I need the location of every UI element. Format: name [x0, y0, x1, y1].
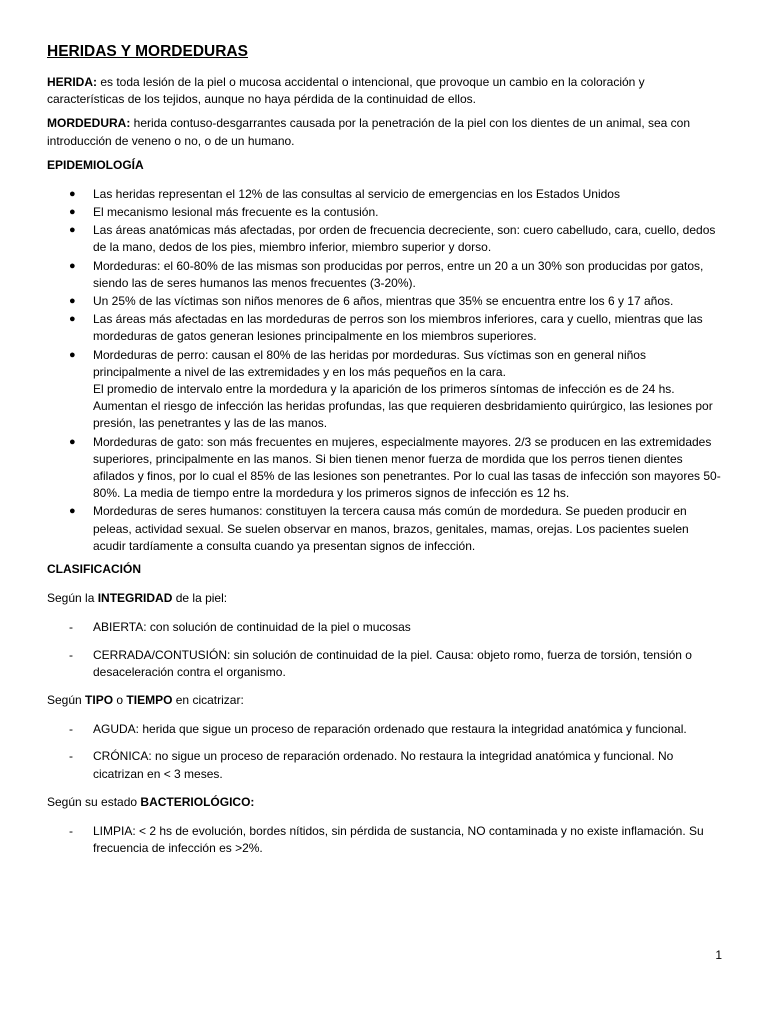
classification-subheading — [47, 692, 722, 709]
list-item-text: El mecanismo lesional más frecuente es la contusión. — [93, 205, 379, 220]
bullet-icon: ● — [69, 224, 76, 237]
page-number: 1 — [715, 948, 722, 962]
subheading-text: en cicatrizar: — [172, 692, 244, 707]
definition-mordedura — [47, 115, 722, 149]
list-item — [47, 434, 722, 503]
list-item-text: Mordeduras de perro: causan el 80% de las heridas por mordeduras. Sus víctimas son en general niños principalmente a nivel de las extremidades y en los más pequeños en la cara. El promedio de intervalo entre la mordedura y la aparición de los primeros síntomas de infección es de 24 hs. Aumentan el riesgo de infección las heridas profundas, las que requieren desbridamiento quirúrgico, las lesiones por presión, las penetrantes y las de las manos. — [93, 347, 713, 431]
list-item — [47, 258, 722, 292]
classification-subheading — [47, 590, 722, 607]
dash-icon: - — [69, 749, 73, 764]
list-item — [47, 311, 722, 345]
list-item-text: CERRADA/CONTUSIÓN: sin solución de continuidad de la piel. Causa: objeto romo, fuerza de torsión, tensión o desaceleración contra el organismo. — [93, 647, 692, 680]
subheading-keyword: TIPO — [85, 692, 114, 707]
bullet-icon: ● — [69, 435, 76, 448]
definition-text: herida contuso-desgarrantes causada por la penetración de la piel con los dientes de un animal, sea con introducción de veneno o no, o de un humano. — [47, 116, 691, 148]
list-item — [47, 347, 722, 433]
dash-icon: - — [69, 647, 73, 662]
classification-list — [47, 721, 722, 784]
list-item — [47, 222, 722, 256]
list-item — [47, 647, 722, 682]
list-item — [47, 619, 722, 637]
list-item — [47, 823, 722, 858]
definition-term: MORDEDURA: — [47, 116, 131, 131]
subheading-text: o — [113, 692, 127, 707]
list-item-text: AGUDA: herida que sigue un proceso de reparación ordenado que restaura la integridad anatómica y funcional. — [93, 721, 687, 736]
subheading-keyword: BACTERIOLÓGICO: — [140, 794, 255, 809]
definition-text: es toda lesión de la piel o mucosa accidental o intencional, que provoque un cambio en la coloración y características de los tejidos, aunque no haya pérdida de la continuidad de ellos. — [47, 75, 645, 107]
list-item-text: Mordeduras de seres humanos: constituyen la tercera causa más común de mordedura. Se pueden producir en peleas, actividad sexual. Se suelen observar en manos, brazos, genitales, mamas, orejas. Los pacientes suelen acudir tardíamente a consulta cuando ya presentan signos de infección. — [93, 504, 689, 553]
list-item-text: LIMPIA: < 2 hs de evolución, bordes nítidos, sin pérdida de sustancia, NO contaminada y no existe inflamación. Su frecuencia de infección es >2%. — [93, 823, 704, 856]
subheading-text: de la piel: — [172, 591, 228, 606]
dash-icon: - — [69, 620, 73, 635]
definition-herida — [47, 74, 722, 108]
dash-icon: - — [69, 823, 73, 838]
bullet-icon: ● — [69, 313, 76, 326]
section-heading-epidemiologia: EPIDEMIOLOGÍA — [47, 157, 144, 172]
bullet-icon: ● — [69, 206, 76, 219]
classification-list — [47, 619, 722, 682]
list-item-text: Mordeduras de gato: son más frecuentes en mujeres, especialmente mayores. 2/3 se producen en las extremidades superiores, principalmente en las manos. Si bien tienen menor fuerza de mordida que los perros tienen dientes afilados y finos, por lo cual el 85% de las lesiones son penetrantes. Por lo cual las tasas de infección son mayores 50-80%. La media de tiempo entre la mordedura y los primeros signos de infección es 12 hs. — [93, 434, 721, 501]
bullet-icon: ● — [69, 348, 76, 361]
list-item — [47, 186, 722, 203]
classification-groups — [47, 590, 722, 858]
list-item-text: Mordeduras: el 60-80% de las mismas son producidas por perros, entre un 20 a un 30% son producidas por gatos, siendo las de seres humanos las menos frecuentes (3-20%). — [93, 258, 704, 290]
list-item-text: ABIERTA: con solución de continuidad de la piel o mucosas — [93, 620, 411, 635]
subheading-text: Según su estado — [47, 794, 141, 809]
list-item-text: Las áreas anatómicas más afectadas, por orden de frecuencia decreciente, son: cuero cabelludo, cara, cuello, dedos de la mano, dedos de los pies, miembro inferior, miembro superior y dorso. — [93, 223, 716, 255]
list-item — [47, 293, 722, 310]
subheading-text: Según la — [47, 591, 98, 606]
list-item-text: Las heridas representan el 12% de las consultas al servicio de emergencias en los Estados Unidos — [93, 186, 620, 201]
epidemiology-list — [47, 186, 722, 555]
bullet-icon: ● — [69, 295, 76, 308]
section-heading-clasificacion: CLASIFICACIÓN — [47, 562, 141, 577]
list-item-text: CRÓNICA: no sigue un proceso de reparación ordenado. No restaura la integridad anatómica y funcional. No cicatrizan en < 3 meses. — [93, 749, 674, 782]
list-item — [47, 503, 722, 555]
list-item-text: Las áreas más afectadas en las mordeduras de perros son los miembros inferiores, cara y cuello, mientras que las mordeduras de gatos generan lesiones principalmente en los miembros superiores. — [93, 312, 703, 344]
classification-subheading — [47, 794, 722, 811]
list-item-text: Un 25% de las víctimas son niños menores de 6 años, mientras que 35% se encuentra entre los 6 y 17 años. — [93, 294, 674, 309]
list-item — [47, 748, 722, 783]
classification-list — [47, 823, 722, 858]
document-title: HERIDAS Y MORDEDURAS — [47, 43, 248, 60]
bullet-icon: ● — [69, 187, 76, 200]
dash-icon: - — [69, 721, 73, 736]
definition-term: HERIDA: — [47, 75, 97, 89]
subheading-text: Según — [47, 692, 86, 707]
list-item — [47, 721, 722, 739]
list-item — [47, 204, 722, 221]
bullet-icon: ● — [69, 259, 76, 272]
bullet-icon: ● — [69, 505, 76, 518]
subheading-keyword: TIEMPO — [126, 692, 173, 707]
subheading-keyword: INTEGRIDAD — [97, 591, 173, 606]
